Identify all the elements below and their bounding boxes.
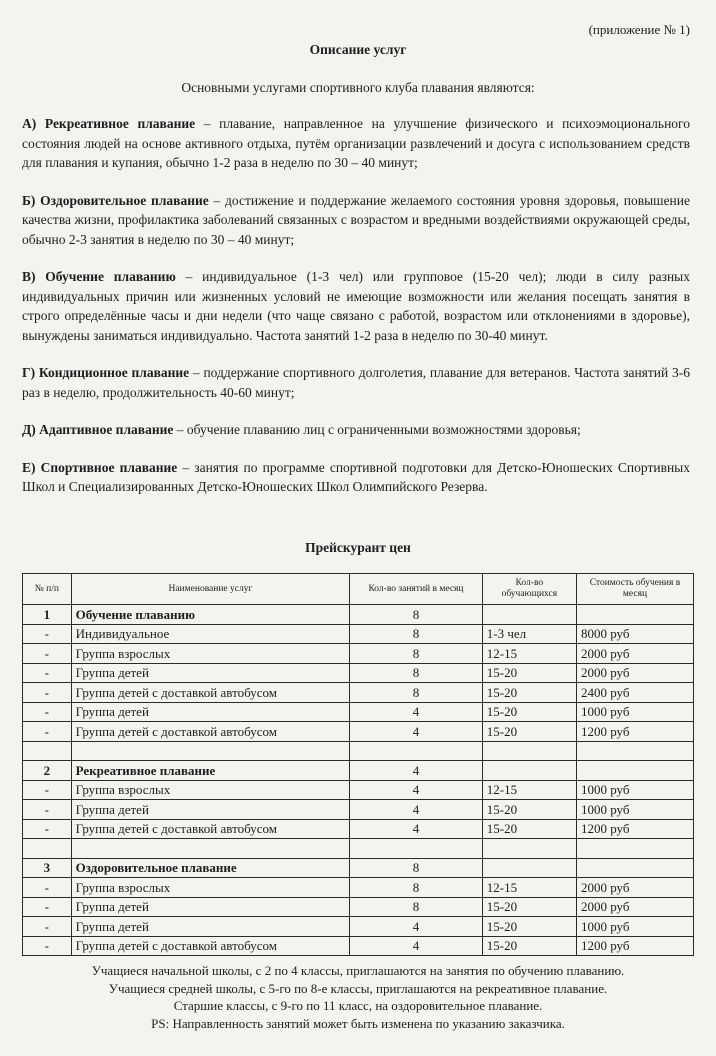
header-num: № п/п <box>23 574 72 605</box>
service-conditioning <box>22 363 690 402</box>
cell-students: 15-20 <box>482 800 576 820</box>
cell-price: 1200 руб <box>576 819 693 839</box>
cell-service <box>71 839 350 859</box>
cell-service: Оздоровительное плавание <box>71 858 350 878</box>
cell-lessons: 8 <box>350 605 483 625</box>
service-sport <box>22 458 690 497</box>
cell-num: - <box>23 624 72 644</box>
cell-lessons: 4 <box>350 800 483 820</box>
appendix-label: (приложение № 1) <box>588 22 690 37</box>
service-text: – занятия по программе спортивной подготовки для Детско-Юношеских Спортивных Школ и Специализированных Детско-Юношеских Школ Олимпийского Резерва. <box>22 459 690 494</box>
cell-service: Группа взрослых <box>71 644 350 664</box>
cell-lessons: 8 <box>350 897 483 917</box>
service-text: – достижение и поддержание желаемого состояния уровня здоровья, повышение качества жизни, профилактика заболеваний связанных с возрастом и вредными воздействиями окружающей среды, обычно 2-3 занятия в неделю по 30 – 40 минут; <box>22 192 690 247</box>
table-spacer-row <box>23 741 694 761</box>
cell-num: - <box>23 819 72 839</box>
cell-students: 15-20 <box>482 917 576 937</box>
cell-lessons <box>350 839 483 859</box>
cell-service: Обучение плаванию <box>71 605 350 625</box>
cell-lessons: 8 <box>350 624 483 644</box>
cell-students: 15-20 <box>482 819 576 839</box>
cell-num: - <box>23 800 72 820</box>
price-table <box>22 573 694 956</box>
table-row <box>23 878 694 898</box>
header-lessons: Кол-во занятий в месяц <box>350 574 483 605</box>
cell-num: - <box>23 917 72 937</box>
table-row <box>23 644 694 664</box>
service-text: – поддержание спортивного долголетия, плавание для ветеранов. Частота занятий 3-6 раз в неделю, продолжительность 40-60 минут; <box>22 365 690 400</box>
table-row <box>23 722 694 742</box>
cell-students: 15-20 <box>482 897 576 917</box>
cell-price: 1000 руб <box>576 800 693 820</box>
cell-students: 1-3 чел <box>482 624 576 644</box>
cell-service: Группа взрослых <box>71 780 350 800</box>
cell-price <box>576 761 693 781</box>
cell-service: Группа детей с доставкой автобусом <box>71 722 350 742</box>
cell-students <box>482 839 576 859</box>
service-text: – обучение плаванию лиц с ограниченными возможностями здоровья; <box>173 422 581 437</box>
cell-price <box>576 858 693 878</box>
cell-price <box>576 605 693 625</box>
cell-price <box>576 741 693 761</box>
cell-students: 12-15 <box>482 878 576 898</box>
cell-price: 1200 руб <box>576 936 693 956</box>
header-service: Наименование услуг <box>71 574 350 605</box>
table-row <box>23 917 694 937</box>
cell-students <box>482 741 576 761</box>
cell-price: 2400 руб <box>576 683 693 703</box>
cell-lessons: 4 <box>350 761 483 781</box>
service-health <box>22 191 690 250</box>
service-training <box>22 267 690 345</box>
table-header-row <box>23 574 694 605</box>
cell-price: 1000 руб <box>576 702 693 722</box>
table-row <box>23 624 694 644</box>
service-recreational <box>22 114 690 173</box>
cell-students <box>482 605 576 625</box>
price-table-body <box>23 605 694 956</box>
service-label: В) Обучение плаванию <box>22 269 176 284</box>
cell-students <box>482 858 576 878</box>
cell-lessons: 8 <box>350 878 483 898</box>
cell-num: - <box>23 722 72 742</box>
service-label: А) Рекреативное плавание <box>22 116 196 131</box>
cell-students: 15-20 <box>482 702 576 722</box>
cell-lessons: 4 <box>350 702 483 722</box>
table-section-row <box>23 761 694 781</box>
header-price: Стоимость обучения в месяц <box>576 574 693 605</box>
service-label: Б) Оздоровительное плавание <box>22 192 209 208</box>
cell-service: Индивидуальное <box>71 624 350 644</box>
page-title: Описание услуг <box>309 42 407 57</box>
cell-service: Группа детей с доставкой автобусом <box>71 819 350 839</box>
cell-students: 15-20 <box>482 936 576 956</box>
cell-lessons: 8 <box>350 663 483 683</box>
cell-num: - <box>23 663 72 683</box>
table-row <box>23 897 694 917</box>
intro-text: Основными услугами спортивного клуба плавания являются: <box>181 80 535 95</box>
cell-price: 1200 руб <box>576 722 693 742</box>
table-row <box>23 702 694 722</box>
table-row <box>23 683 694 703</box>
cell-students <box>482 761 576 781</box>
cell-service: Группа взрослых <box>71 878 350 898</box>
cell-num: - <box>23 780 72 800</box>
cell-service: Группа детей с доставкой автобусом <box>71 936 350 956</box>
service-label: Г) Кондиционное плавание <box>22 365 190 380</box>
table-row <box>23 663 694 683</box>
cell-students: 12-15 <box>482 644 576 664</box>
cell-price <box>576 839 693 859</box>
cell-lessons: 4 <box>350 819 483 839</box>
service-text: – плавание, направленное на улучшение физического и психоэмоционального состояния людей на основе активного отдыха, путём организации развлечений и досуга с использованием средств для плавания и купания, обычно 1-2 раза в неделю по 30 – 40 минут; <box>22 116 690 170</box>
cell-service: Группа детей <box>71 917 350 937</box>
table-row <box>23 936 694 956</box>
cell-lessons: 4 <box>350 917 483 937</box>
cell-students: 15-20 <box>482 663 576 683</box>
table-section-row <box>23 858 694 878</box>
cell-price: 2000 руб <box>576 644 693 664</box>
cell-service: Группа детей <box>71 897 350 917</box>
cell-num: - <box>23 936 72 956</box>
cell-service: Рекреативное плавание <box>71 761 350 781</box>
service-label: Е) Спортивное плавание <box>22 459 178 475</box>
cell-lessons: 8 <box>350 858 483 878</box>
cell-price: 2000 руб <box>576 663 693 683</box>
note-line: Учащиеся начальной школы, с 2 по 4 классы, приглашаются на занятия по обучению плаванию. <box>91 963 625 978</box>
services-list <box>22 114 690 515</box>
cell-num: - <box>23 683 72 703</box>
cell-num: - <box>23 644 72 664</box>
cell-price: 2000 руб <box>576 878 693 898</box>
cell-price: 1000 руб <box>576 917 693 937</box>
table-row <box>23 819 694 839</box>
cell-lessons: 4 <box>350 722 483 742</box>
note-line: Старшие классы, с 9-го по 11 класс, на оздоровительное плавание. <box>173 998 543 1013</box>
cell-service: Группа детей <box>71 702 350 722</box>
cell-num: - <box>23 702 72 722</box>
cell-students: 15-20 <box>482 683 576 703</box>
cell-price: 8000 руб <box>576 624 693 644</box>
table-section-row <box>23 605 694 625</box>
header-students: Кол-во обучающихся <box>482 574 576 605</box>
price-list-title: Прейскурант цен <box>305 540 411 555</box>
cell-price: 1000 руб <box>576 780 693 800</box>
cell-students: 15-20 <box>482 722 576 742</box>
table-row <box>23 800 694 820</box>
cell-lessons: 4 <box>350 780 483 800</box>
cell-lessons: 8 <box>350 644 483 664</box>
cell-service: Группа детей <box>71 663 350 683</box>
table-spacer-row <box>23 839 694 859</box>
service-adaptive <box>22 420 690 440</box>
cell-lessons: 4 <box>350 936 483 956</box>
cell-service <box>71 741 350 761</box>
cell-num: 3 <box>23 858 72 878</box>
cell-price: 2000 руб <box>576 897 693 917</box>
table-row <box>23 780 694 800</box>
notes-block <box>0 962 716 1032</box>
note-line: PS: Направленность занятий может быть изменена по указанию заказчика. <box>151 1015 565 1031</box>
cell-num: - <box>23 878 72 898</box>
cell-num: 2 <box>23 761 72 781</box>
cell-service: Группа детей с доставкой автобусом <box>71 683 350 703</box>
service-text: – индивидуальное (1-3 чел) или групповое (15-20 чел); люди в силу разных индивидуальных причин или жизненных условий не имеющие возможности или желания посещать занятия в строго определённые часы и дни недели (что чаще связано с работой, возрастом или отклонениями в здоровье), вынуждены заниматься индивидуально. Частота занятий 1-2 раза в неделю по 30-40 минут. <box>22 269 690 343</box>
cell-lessons <box>350 741 483 761</box>
cell-num: 1 <box>23 605 72 625</box>
cell-num <box>23 839 72 859</box>
cell-students: 12-15 <box>482 780 576 800</box>
cell-num <box>23 741 72 761</box>
cell-service: Группа детей <box>71 800 350 820</box>
cell-num: - <box>23 897 72 917</box>
note-line: Учащиеся средней школы, с 5-го по 8-е классы, приглашаются на рекреативное плавание. <box>108 980 608 996</box>
service-label: Д) Адаптивное плавание <box>22 422 174 437</box>
cell-lessons: 8 <box>350 683 483 703</box>
